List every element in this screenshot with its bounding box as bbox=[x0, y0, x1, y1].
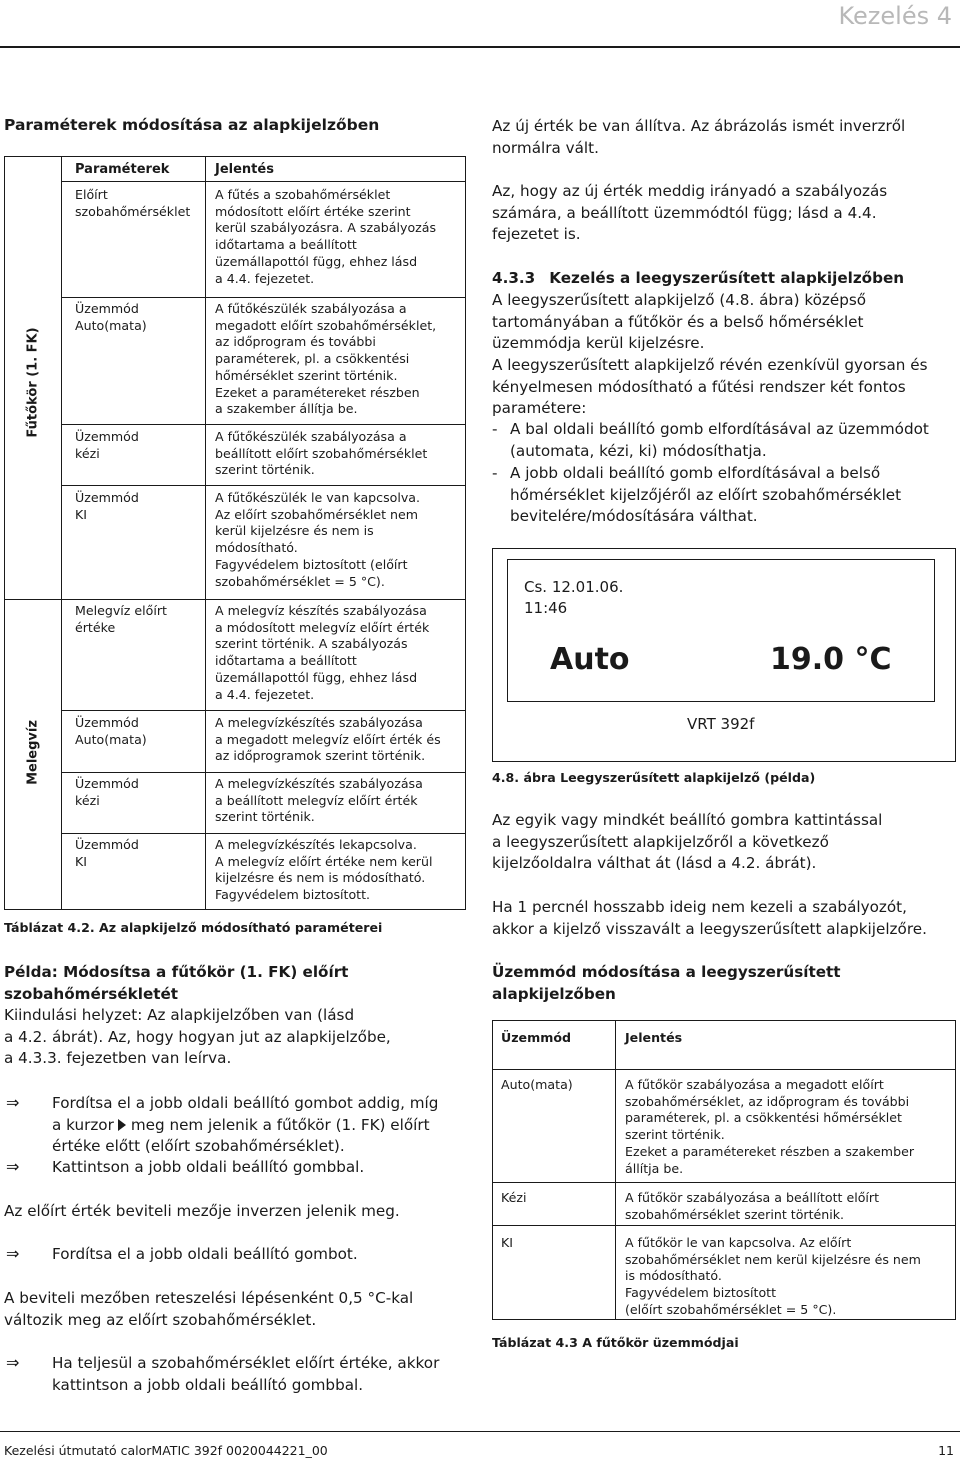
arrow-icon: ⇒ bbox=[6, 1244, 20, 1263]
table-caption: Táblázat 4.2. Az alapkijelző módosítható paraméterei bbox=[4, 920, 383, 935]
table-row-param: Melegvíz előírt értéke bbox=[75, 603, 167, 635]
step-1-text-a: Fordítsa el a jobb oldali beállító gombot addig, míg a kurzor bbox=[52, 1094, 439, 1134]
group-label-hot-water: Melegvíz bbox=[25, 720, 41, 785]
simplified-display-figure bbox=[492, 548, 956, 762]
section-title: Kezelés a leegyszerűsített alapkijelzőben bbox=[549, 269, 905, 287]
footer-document-title: Kezelési útmutató calorMATIC 392f 0020044221_00 bbox=[4, 1443, 328, 1458]
table-row-param: Üzemmód KI bbox=[75, 490, 139, 522]
bullet-item: A jobb oldali beállító gomb elfordításával a belső hőmérséklet kijelzőjéről az előírt szobahőmérséklet bevitelére/módosítására válthat. bbox=[510, 464, 902, 525]
paragraph: Az egyik vagy mindkét beállító gombra kattintással a leegyszerűsített alapkijelzőről a következő kijelzőoldalra válthat át (lásd a 4.2. ábrát). bbox=[492, 811, 883, 872]
table-row-param: Üzemmód Auto(mata) bbox=[75, 715, 147, 747]
table-row-meaning: A fűtés a szobahőmérséklet módosított előírt értéke szerint kerül szabályozásra. A szabályozás időtartama a beállított üzemállapottól függ, ehhez lásd a 4.4. fejezetet. bbox=[215, 187, 437, 286]
example-title: Példa: Módosítsa a fűtőkör (1. FK) előírt szobahőmérsékletét bbox=[4, 963, 349, 1003]
subsection-title: Üzemmód módosítása a leegyszerűsített alapkijelzőben bbox=[492, 963, 841, 1003]
table-row-param: Üzemmód kézi bbox=[75, 776, 139, 808]
paragraph: A leegyszerűsített alapkijelző révén ezenkívül gyorsan és kényelmesen módosítható a fűtési rendszer két fontos paramétere: bbox=[492, 356, 928, 417]
arrow-icon: ⇒ bbox=[6, 1093, 20, 1112]
mode-table bbox=[492, 1020, 956, 1320]
paragraph: Az új érték be van állítva. Az ábrázolás ismét inverzről normálra vált. bbox=[492, 117, 906, 157]
display-mode: Auto bbox=[550, 642, 630, 677]
section-number: 4.3.3 bbox=[492, 269, 536, 287]
header-rule bbox=[0, 46, 960, 48]
display-date: Cs. 12.01.06. bbox=[524, 578, 624, 596]
step-note: A beviteli mezőben reteszelési lépésenként 0,5 °C-kal változik meg az előírt szobahőmérséklet. bbox=[4, 1289, 414, 1329]
table-row-meaning: A fűtőkör le van kapcsolva. Az előírt szobahőmérséklet nem kerül kijelzésre és nem is módosítható. Fagyvédelem biztosított (előírt szobahőmérséklet = 5 °C). bbox=[625, 1235, 921, 1317]
bullet-mark: - bbox=[492, 464, 498, 482]
group-label-heating-circuit: Fűtőkör (1. FK) bbox=[25, 327, 41, 438]
table-row-param: Üzemmód Auto(mata) bbox=[75, 301, 147, 333]
step-4: Ha teljesül a szobahőmérséklet előírt értéke, akkor kattintson a jobb oldali beállító gombbal. bbox=[52, 1354, 440, 1394]
display-time: 11:46 bbox=[524, 599, 568, 617]
parameter-table bbox=[4, 156, 466, 910]
column-header-meaning: Jelentés bbox=[625, 1030, 683, 1045]
arrow-icon: ⇒ bbox=[6, 1157, 20, 1176]
table-row-meaning: A melegvízkészítés lekapcsolva. A melegvíz előírt értéke nem kerül kijelzésre és nem is módosítható. Fagyvédelem biztosított. bbox=[215, 837, 433, 903]
column-header-meaning: Jelentés bbox=[215, 162, 274, 177]
table-row-param: Üzemmód kézi bbox=[75, 429, 139, 461]
column-header-parameters: Paraméterek bbox=[75, 162, 170, 177]
table-row-meaning: A fűtőkészülék le van kapcsolva. Az előírt szobahőmérséklet nem kerül kijelzésre és nem is módosítható. Fagyvédelem biztosított (előírt szobahőmérséklet = 5 °C). bbox=[215, 490, 421, 589]
lcd-screen bbox=[507, 559, 935, 702]
display-temperature: 19.0 °C bbox=[770, 642, 892, 677]
step-3: Fordítsa el a jobb oldali beállító gombot. bbox=[52, 1245, 358, 1263]
paragraph: Ha 1 percnél hosszabb ideig nem kezeli a szabályozót, akkor a kijelző visszavált a leegyszerűsített alapkijelzőre. bbox=[492, 898, 927, 938]
table-row-mode: KI bbox=[501, 1235, 513, 1250]
table-row-meaning: A melegvíz készítés szabályozása a módosított melegvíz előírt érték szerint történik. A szabályozás időtartama a beállított üzemállapottól függ, ehhez lásd a 4.4. fejezetet. bbox=[215, 603, 430, 702]
inverse-note: Az előírt érték beviteli mezője inverzen jelenik meg. bbox=[4, 1202, 400, 1220]
table-row-meaning: A fűtőkör szabályozása a megadott előírt szobahőmérséklet, az időprogram és további paraméterek, pl. a csökkentési hőmérséklet szerint történik. Ezeket a paramétereket részben a szakember állítja be. bbox=[625, 1077, 914, 1176]
table-row-meaning: A fűtőkészülék szabályozása a beállított előírt szobahőmérséklet szerint történik. bbox=[215, 429, 428, 478]
step-1-text-b: meg nem jelenik a fűtőkör (1. FK) előírt értéke előtt (előírt szobahőmérséklet). bbox=[52, 1115, 430, 1155]
footer-rule bbox=[0, 1431, 960, 1432]
display-model: VRT 392f bbox=[687, 715, 755, 733]
bullet-mark: - bbox=[492, 420, 498, 438]
table-caption: Táblázat 4.3 A fűtőkör üzemmódjai bbox=[492, 1335, 739, 1350]
table-row-mode: Kézi bbox=[501, 1190, 527, 1205]
table-row-mode: Auto(mata) bbox=[501, 1077, 573, 1092]
figure-caption: 4.8. ábra Leegyszerűsített alapkijelző (példa) bbox=[492, 770, 816, 785]
table-row-meaning: A fűtőkör szabályozása a beállított előírt szobahőmérséklet szerint történik. bbox=[625, 1190, 880, 1222]
page-number: 11 bbox=[938, 1443, 954, 1458]
step-1 bbox=[52, 1093, 482, 1158]
step-2: Kattintson a jobb oldali beállító gombbal. bbox=[52, 1158, 365, 1176]
example-intro: Kiindulási helyzet: Az alapkijelzőben van (lásd a 4.2. ábrát). Az, hogy hogyan jut az alapkijelzőbe, a 4.3.3. fejezetben van leírva. bbox=[4, 1006, 391, 1067]
cursor-triangle-icon bbox=[118, 1119, 126, 1131]
subsection-heading bbox=[492, 268, 958, 290]
table-row-meaning: A melegvízkészítés szabályozása a beállított melegvíz előírt érték szerint történik. bbox=[215, 776, 423, 825]
column-header-mode: Üzemmód bbox=[501, 1030, 572, 1045]
table-row-param: Üzemmód KI bbox=[75, 837, 139, 869]
table-row-param: Előírt szobahőmérséklet bbox=[75, 187, 191, 219]
bullet-item: A bal oldali beállító gomb elfordításával az üzemmódot (automata, kézi, ki) módosíthatja. bbox=[510, 420, 929, 460]
chapter-title: Kezelés 4 bbox=[838, 2, 952, 30]
paragraph: Az, hogy az új érték meddig irányadó a szabályozás számára, a beállított üzemmódtól függ; lásd a 4.4. fejezetet is. bbox=[492, 182, 888, 243]
arrow-icon: ⇒ bbox=[6, 1353, 20, 1372]
table-row-meaning: A fűtőkészülék szabályozása a megadott előírt szobahőmérséklet, az időprogram és további paraméterek, pl. a csökkentési hőmérséklet szerint történik. Ezeket a paramétereket részben a szakember állítja be. bbox=[215, 301, 437, 417]
paragraph: A leegyszerűsített alapkijelző (4.8. ábra) középső tartományában a fűtőkör és a belső hőmérséklet üzemmódja kerül kijelzésre. bbox=[492, 291, 867, 352]
table-row-meaning: A melegvízkészítés szabályozása a megadott melegvíz előírt érték és az időprogramok szerint történik. bbox=[215, 715, 441, 764]
section-title: Paraméterek módosítása az alapkijelzőben bbox=[4, 116, 380, 134]
